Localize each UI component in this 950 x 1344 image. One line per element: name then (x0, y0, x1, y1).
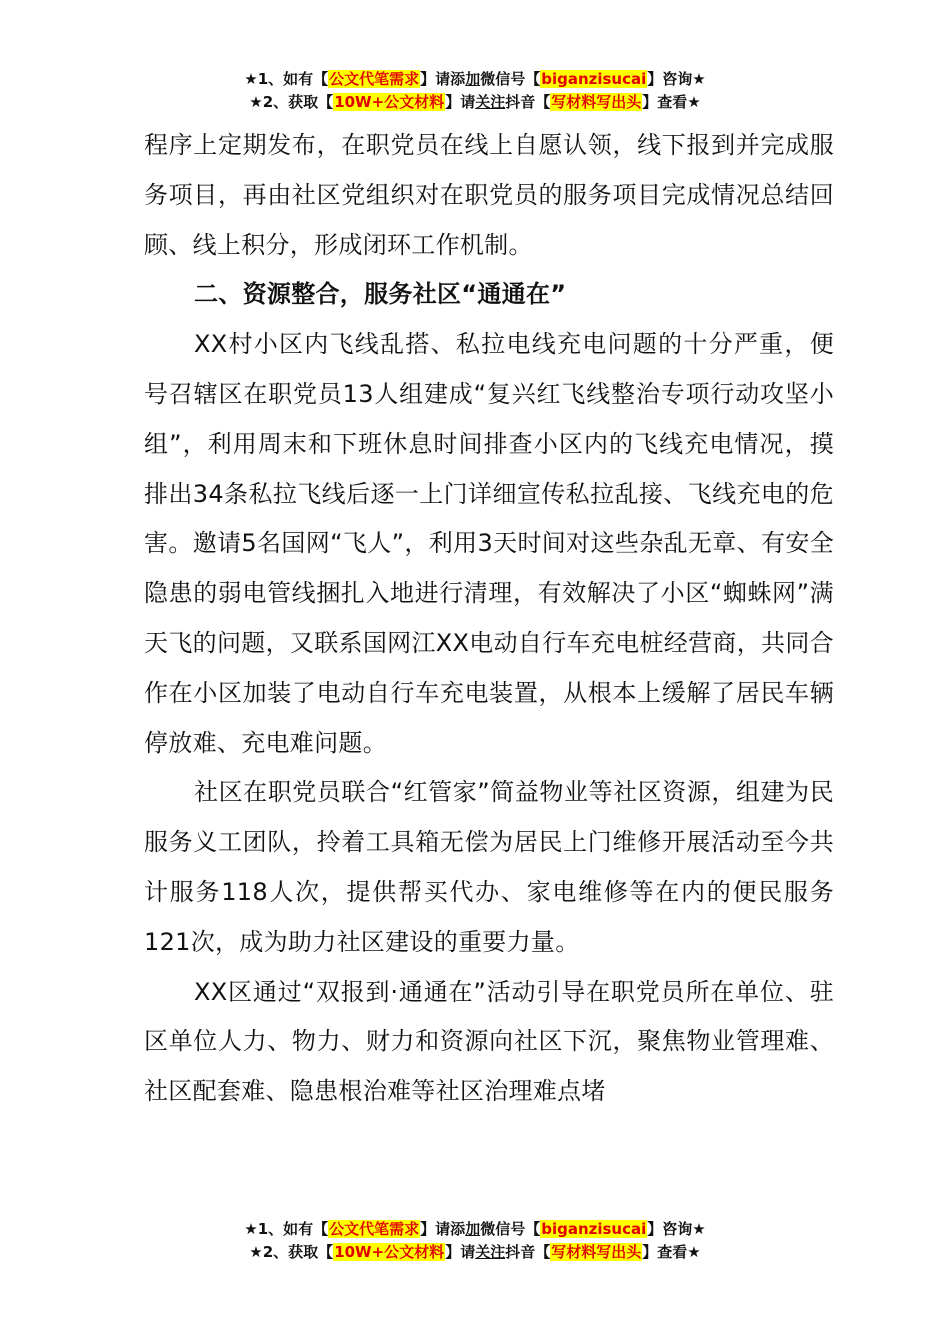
highlight-wechat-id: biganzisucai (541, 70, 647, 88)
banner-line-1: ★1、如有【公文代笔需求】请添加微信号【biganzisucai】咨询★ (244, 70, 706, 88)
paragraph-district-resources: XX区通过“双报到·通通在”活动引导在职党员所在单位、驻区单位人力、物力、财力和资源向社区下沉，聚焦物业管理难、社区配套难、隐患根治难等社区治理难点堵 (144, 977, 834, 1106)
banner-line-2: ★2、获取【10W+公文材料】请关注抖音【写材料写出头】查看★ (249, 93, 701, 111)
header-banner (0, 68, 950, 114)
paragraph-continued: 程序上定期发布，在职党员在线上自愿认领，线下报到并完成服务项目，再由社区党组织对在职党员的服务项目完成情况总结回顾、线上积分，形成闭环工作机制。 (144, 131, 834, 259)
highlight-douyin-id: 写材料写出头 (551, 1243, 642, 1261)
document-body (144, 121, 834, 1117)
paragraph-volunteer-team: 社区在职党员联合“红管家”简益物业等社区资源，组建为民服务义工团队，拎着工具箱无偿为居民上门维修开展活动至今共计服务118人次，提供帮买代办、家电维修等在内的便民服务121次，成为助力社区建设的重要力量。 (144, 778, 834, 956)
highlight-wechat-id: biganzisucai (541, 1220, 647, 1238)
highlight-service: 公文代笔需求 (329, 1220, 420, 1238)
footer-banner (0, 1218, 950, 1264)
highlight-service: 公文代笔需求 (329, 70, 420, 88)
section-heading: 二、资源整合，服务社区“通通在” (194, 280, 567, 309)
banner-line-1: ★1、如有【公文代笔需求】请添加微信号【biganzisucai】咨询★ (244, 1220, 706, 1238)
highlight-douyin-id: 写材料写出头 (551, 93, 642, 111)
paragraph-flying-wires: XX村小区内飞线乱搭、私拉电线充电问题的十分严重，便号召辖区在职党员13人组建成“复兴红飞线整治专项行动攻坚小组”，利用周末和下班休息时间排查小区内的飞线充电情况，摸排出34条私拉飞线后逐一上门详细宣传私拉乱接、飞线充电的危害。邀请5名国网“飞人”，利用3天时间对这些杂乱无章、有安全隐患的弱电管线捆扎入地进行清理，有效解决了小区“蜘蛛网”满天飞的问题，又联系国网江XX电动自行车充电桩经营商，共同合作在小区加装了电动自行车充电装置，从根本上缓解了居民车辆停放难、充电难问题。 (144, 330, 834, 757)
highlight-materials: 10W+公文材料 (334, 93, 445, 111)
highlight-materials: 10W+公文材料 (334, 1243, 445, 1261)
banner-line-2: ★2、获取【10W+公文材料】请关注抖音【写材料写出头】查看★ (249, 1243, 701, 1261)
